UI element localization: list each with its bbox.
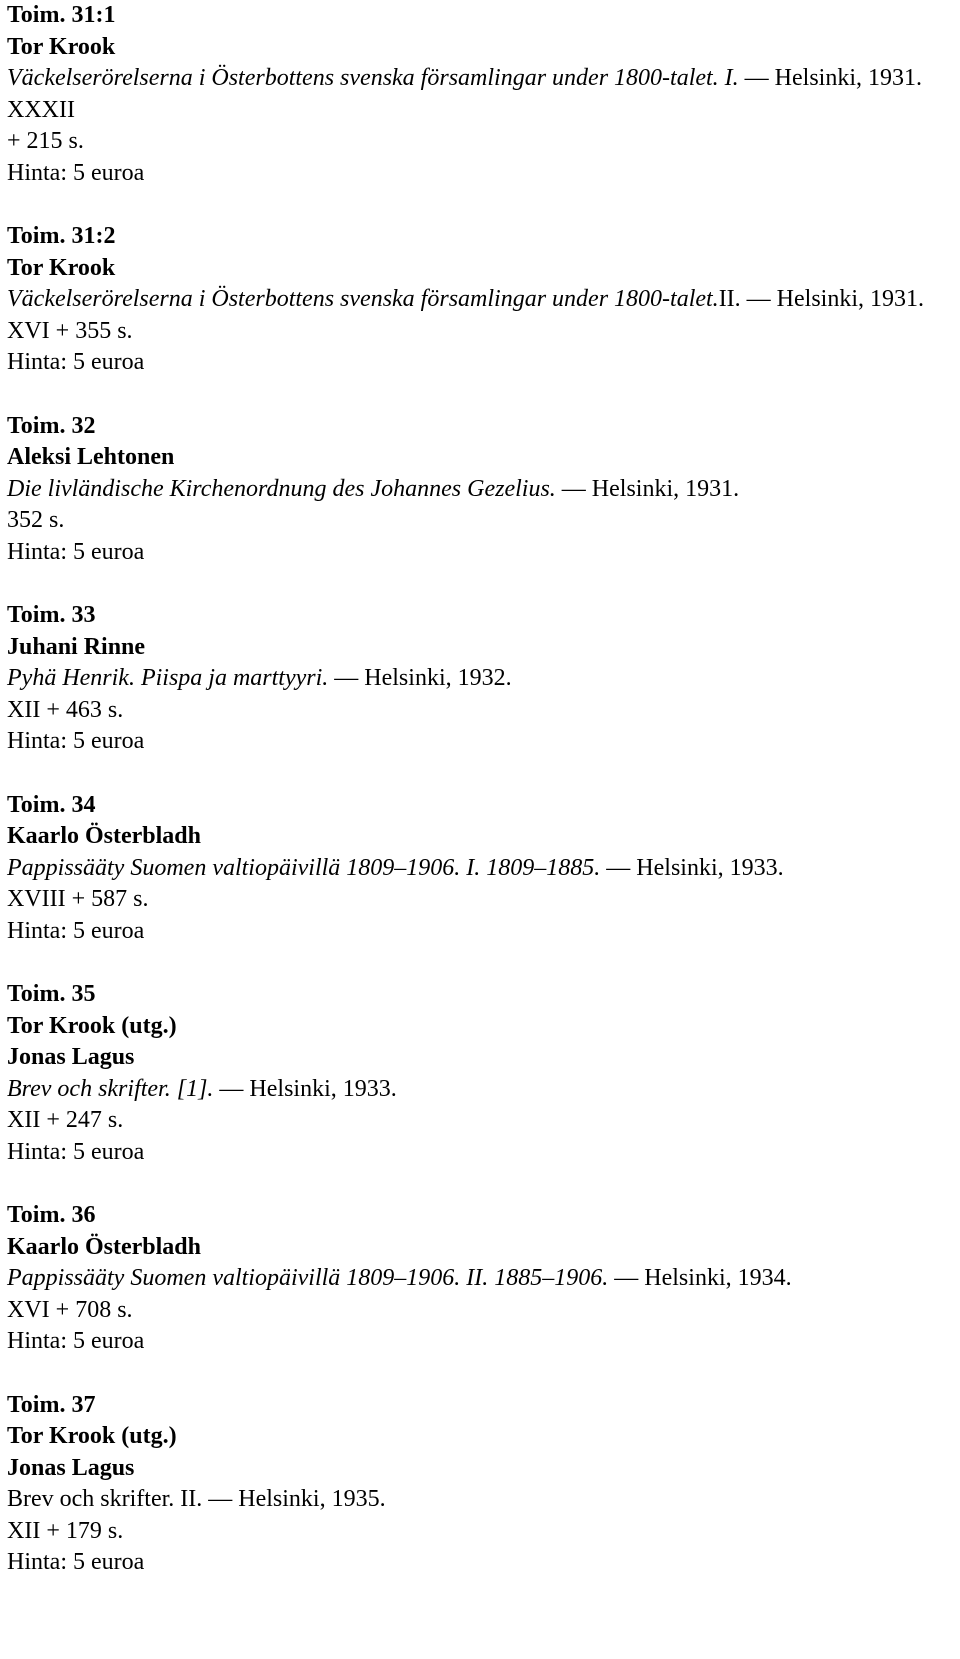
author-name: Jonas Lagus	[7, 1044, 135, 1070]
entry-number: Toim. 35	[7, 981, 96, 1007]
page-count: + 215 s.	[7, 128, 84, 154]
entry-number: Toim. 37	[7, 1391, 96, 1418]
volume-number: II.	[718, 286, 741, 312]
page-count: XVI + 708 s.	[7, 1296, 133, 1323]
entry-number: Toim. 31:2	[7, 223, 116, 249]
author-name: Juhani Rinne	[7, 633, 146, 660]
author-name: Tor Krook	[7, 254, 116, 281]
publication-place: — Helsinki, 1934.	[614, 1265, 792, 1291]
catalog-entry	[7, 790, 947, 948]
publication-place: — Helsinki, 1931.	[561, 475, 740, 502]
price: Hinta: 5 euroa	[7, 917, 145, 944]
page-count: 352 s.	[7, 507, 65, 533]
price: Hinta: 5 euroa	[7, 1549, 145, 1575]
catalog-entry	[7, 600, 947, 758]
catalog-entry	[7, 221, 947, 379]
editor-name: Tor Krook (utg.)	[7, 1423, 177, 1449]
price: Hinta: 5 euroa	[7, 159, 145, 186]
entry-number: Toim. 32	[7, 412, 96, 439]
title-line	[7, 63, 947, 95]
book-title: Pyhä Henrik. Piispa ja marttyyri.	[7, 665, 329, 691]
catalog-entry	[7, 411, 947, 569]
book-title: Die livländische Kirchenordnung des Johannes Gezelius.	[7, 475, 556, 502]
book-title: Brev och skrifter. [1].	[7, 1075, 214, 1102]
author-name: Kaarlo Österbladh	[7, 1233, 202, 1260]
catalog-entry	[7, 1390, 947, 1579]
page-count: XVI + 355 s.	[7, 317, 133, 344]
author-name: Kaarlo Österbladh	[7, 823, 202, 849]
publication-place: — Helsinki, 1931.	[744, 65, 922, 91]
publication-place: — Helsinki, 1933.	[606, 854, 784, 881]
book-title: Väckelserörelserna i Österbottens svenska församlingar under 1800-talet. I.	[7, 65, 739, 91]
page-count: XVIII + 587 s.	[7, 886, 149, 912]
editor-name: Tor Krook (utg.)	[7, 1012, 177, 1039]
author-name: Jonas Lagus	[7, 1454, 135, 1481]
catalog-entry	[7, 0, 947, 189]
publication-place: — Helsinki, 1933.	[219, 1075, 397, 1102]
title-line	[7, 1074, 947, 1106]
entry-number: Toim. 33	[7, 602, 96, 628]
title-line	[7, 663, 947, 695]
entry-number: Toim. 34	[7, 791, 96, 818]
page-count: XII + 179 s.	[7, 1517, 124, 1544]
catalog-page	[7, 0, 947, 1611]
title-line	[7, 474, 947, 506]
page-count: XII + 463 s.	[7, 696, 124, 723]
price: Hinta: 5 euroa	[7, 1328, 145, 1354]
title-line	[7, 284, 947, 316]
page-count: XXXII	[7, 96, 75, 123]
catalog-entry	[7, 979, 947, 1168]
price: Hinta: 5 euroa	[7, 728, 145, 754]
author-name: Aleksi Lehtonen	[7, 444, 175, 470]
entry-number: Toim. 31:1	[7, 2, 116, 28]
publication-place: — Helsinki, 1932.	[334, 665, 512, 691]
price: Hinta: 5 euroa	[7, 349, 145, 375]
author-name: Tor Krook	[7, 33, 116, 60]
catalog-entry	[7, 1200, 947, 1358]
page-count: XII + 247 s.	[7, 1107, 124, 1133]
price: Hinta: 5 euroa	[7, 1138, 145, 1165]
publication-place: — Helsinki, 1931.	[746, 286, 924, 312]
price: Hinta: 5 euroa	[7, 538, 145, 565]
book-title: Väckelserörelserna i Österbottens svenska församlingar under 1800-talet.	[7, 286, 719, 312]
book-title: Pappissääty Suomen valtiopäivillä 1809–1906. I. 1809–1885.	[7, 854, 601, 881]
title-line	[7, 853, 947, 885]
entry-number: Toim. 36	[7, 1202, 96, 1228]
book-title: Pappissääty Suomen valtiopäivillä 1809–1906. II. 1885–1906.	[7, 1265, 609, 1291]
title-line	[7, 1263, 947, 1295]
title-line: Brev och skrifter. II. — Helsinki, 1935.	[7, 1486, 386, 1512]
